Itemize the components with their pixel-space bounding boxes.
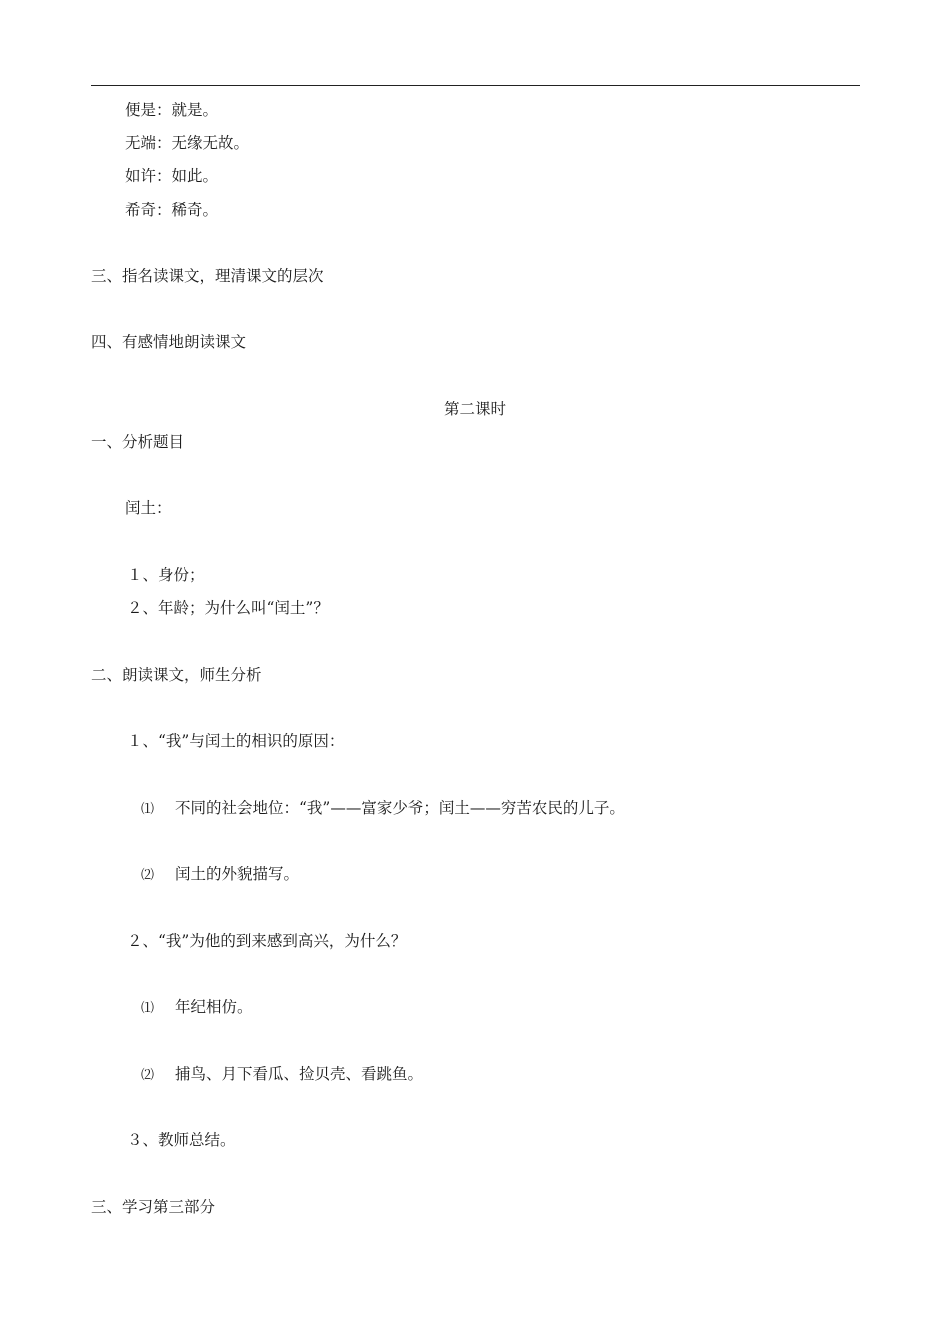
section-heading: 三、指名读课文，理清课文的层次 bbox=[91, 267, 324, 285]
sub-item-text: 不同的社会地位：“我”——富家少爷；闰土——穷苦农民的儿子。 bbox=[175, 799, 625, 817]
sub-item bbox=[141, 864, 299, 886]
lesson-title: 第二课时 bbox=[443, 400, 506, 418]
sub-item-number: ⑴ bbox=[141, 802, 155, 817]
sub-item-number: ⑴ bbox=[141, 1001, 155, 1016]
vocab-item: 便是：就是。 bbox=[125, 101, 219, 119]
vocab-item: 如许：如此。 bbox=[125, 167, 219, 185]
subject-label: 闰土： bbox=[125, 499, 172, 517]
list-item: ２、年龄；为什么叫“闰土”？ bbox=[127, 599, 329, 617]
sub-item-text: 闰土的外貌描写。 bbox=[175, 865, 300, 883]
list-item: ３、教师总结。 bbox=[127, 1131, 236, 1149]
sub-item-number: ⑵ bbox=[141, 1068, 155, 1083]
section-heading: 三、学习第三部分 bbox=[91, 1198, 216, 1216]
section-heading: 二、朗读课文，师生分析 bbox=[91, 666, 262, 684]
sub-item bbox=[141, 798, 625, 820]
section-heading: 一、分析题目 bbox=[91, 433, 185, 451]
vocab-item: 希奇：稀奇。 bbox=[125, 201, 219, 219]
sub-item-text: 捕鸟、月下看瓜、捡贝壳、看跳鱼。 bbox=[175, 1065, 424, 1083]
sub-item bbox=[141, 997, 253, 1019]
vocab-item: 无端：无缘无故。 bbox=[125, 134, 250, 152]
header-rule bbox=[91, 85, 860, 86]
sub-item bbox=[141, 1064, 423, 1086]
sub-item-text: 年纪相仿。 bbox=[175, 998, 253, 1016]
section-heading: 四、有感情地朗读课文 bbox=[91, 333, 247, 351]
list-item: １、身份； bbox=[127, 566, 205, 584]
sub-item-number: ⑵ bbox=[141, 868, 155, 883]
list-item: ２、“我”为他的到来感到高兴，为什么？ bbox=[127, 932, 407, 950]
list-item: １、“我”与闰土的相识的原因： bbox=[127, 732, 345, 750]
